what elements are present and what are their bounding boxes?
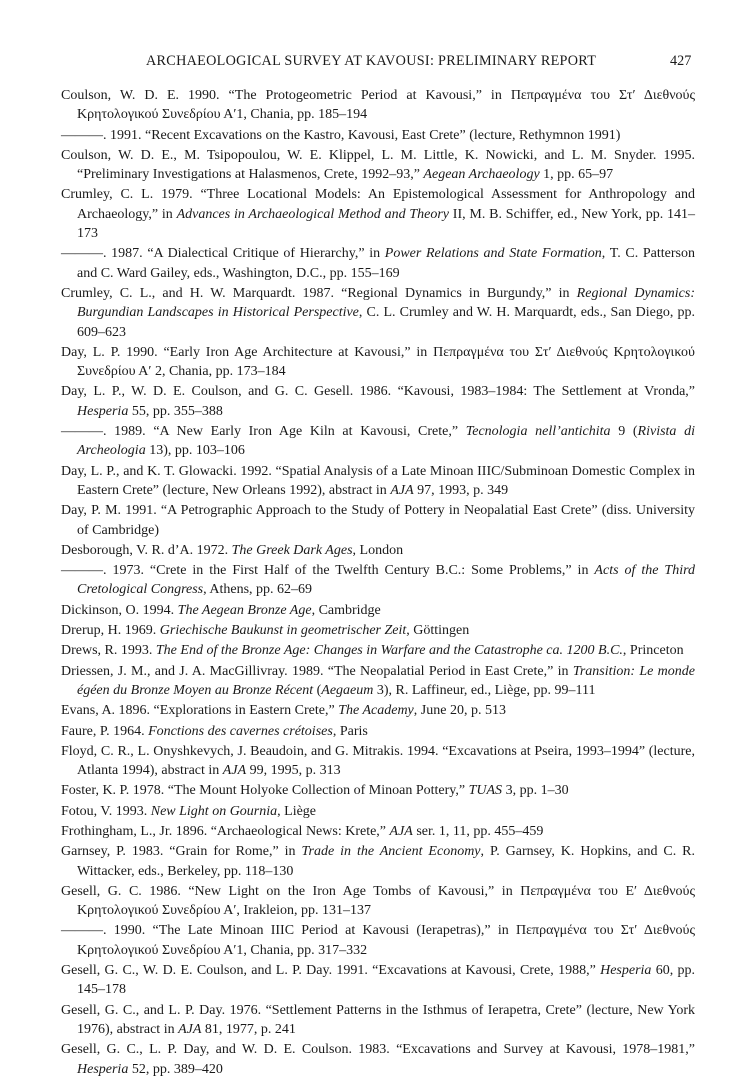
entry-title-italic: Hesperia (77, 1061, 129, 1077)
entry-text: 81, 1977, p. 241 (201, 1021, 296, 1037)
entry-title-italic: AJA (178, 1021, 202, 1037)
entry-text: Faure, P. 1964. (61, 723, 149, 739)
entry-title-italic: The Academy (338, 703, 414, 719)
entry-text: Foster, K. P. 1978. “The Mount Holyoke Collection of Minoan Pottery,” (61, 783, 469, 799)
entry-text: ( (313, 682, 322, 698)
entry-title-italic: Hesperia (77, 403, 129, 419)
entry-text: ser. 1, 11, pp. 455–459 (412, 823, 544, 839)
entry-title-italic: Regional Dynamics: Burgundian Landscapes in Historical Perspective (77, 285, 695, 321)
bibliography-entry (61, 722, 695, 741)
entry-text: ———. 1990. “The Late Minoan IIIC Period at Kavousi (Ierapetras),” in Πεπραγμένα του Στ′ Διεθνούς Κρητολογικού Συνεδρίου Α′1, Chania, pp. 317–332 (61, 923, 695, 958)
bibliography-entry (61, 802, 695, 821)
entry-text: ———. 1973. “Crete in the First Half of the Twelfth Century B.C.: Some Problems,” in (61, 563, 595, 579)
bibliography-entry (61, 961, 695, 1000)
entry-text: Day, L. P., and K. T. Glowacki. 1992. “Spatial Analysis of a Late Minoan IIIC/Subminoan Domestic Complex in Eastern Crete” (lecture, New Orleans 1992), abstract in (61, 463, 695, 498)
bibliography-entry (61, 742, 695, 781)
entry-text: Day, L. P., W. D. E. Coulson, and G. C. Gesell. 1986. “Kavousi, 1983–1984: The Settlement at Vronda,” (61, 384, 695, 400)
entry-text: Desborough, V. R. d’A. 1972. (61, 542, 232, 558)
entry-text: ———. 1991. “Recent Excavations on the Kastro, Kavousi, East Crete” (lecture, Rethymnon 1991) (61, 127, 621, 143)
bibliography-entry (61, 462, 695, 501)
entry-text: , C. L. Crumley and W. H. Marquardt, eds., San Diego, pp. 609–623 (77, 305, 695, 340)
entry-text: 3), R. Laffineur, ed., Liège, pp. 99–111 (373, 682, 596, 698)
entry-text: 3, pp. 1–30 (502, 783, 569, 799)
entry-title-italic: Hesperia (600, 963, 652, 979)
page-number: 427 (670, 53, 692, 69)
entry-text: Gesell, G. C. 1986. “New Light on the Iron Age Tombs of Kavousi,” in Πεπραγμένα του Ε′ Διεθνούς Κρητολογικού Συνεδρίου Α′, Irakleion, pp. 131–137 (61, 883, 695, 919)
entry-text: 13), pp. 103–106 (145, 443, 245, 459)
entry-title-italic: Trade in the Ancient Economy (301, 844, 481, 860)
bibliography-entry (61, 1001, 695, 1040)
entry-text: , P. Garnsey, K. Hopkins, and C. R. Wittacker, eds., Berkeley, pp. 118–130 (77, 844, 695, 879)
entry-title-italic: New Light on Gournia (150, 803, 278, 819)
entry-title-italic: Acts of the Third Cretological Congress (77, 563, 696, 598)
bibliography-entry (61, 126, 695, 145)
entry-title-italic: Griechische Baukunst in geometrischer Zeit (159, 623, 407, 639)
entry-text: Floyd, C. R., L. Onyshkevych, J. Beaudoin, and G. Mitrakis. 1994. “Excavations at Pseira, 1993–1994” (lecture, Atlanta 1994), abstract in (61, 743, 695, 779)
bibliography-entry (61, 882, 695, 921)
bibliography-entry (61, 86, 695, 125)
entry-text: Coulson, W. D. E. 1990. “The Protogeometric Period at Kavousi,” in Πεπραγμένα του Στ′ Διεθνούς Κρητολογικού Συνεδρίου Α′1, Chania, pp. 185–194 (61, 88, 695, 123)
entry-text: , Göttingen (406, 623, 470, 639)
entry-text: 9 ( (610, 424, 638, 440)
entry-text: Driessen, J. M., and J. A. MacGillivray. 1989. “The Neopalatial Period in East Crete,” in (61, 663, 573, 679)
entry-text: Gesell, G. C., L. P. Day, and W. D. E. Coulson. 1983. “Excavations and Survey at Kavousi, 1978–1981,” (61, 1042, 695, 1058)
entry-text: Drews, R. 1993. (61, 643, 156, 659)
entry-text: Frothingham, L., Jr. 1896. “Archaeological News: Krete,” (61, 823, 390, 839)
entry-text: Day, P. M. 1991. “A Petrographic Approach to the Study of Pottery in Neopalatial East Crete” (diss. University of Cambridge) (61, 503, 695, 538)
entry-title-italic: Aegean Archaeology (423, 167, 540, 183)
bibliography-entry (61, 641, 695, 660)
bibliography-entry (61, 621, 695, 640)
entry-title-italic: Rivista di Archeologia (77, 424, 695, 459)
bibliography-entry (61, 921, 695, 960)
entry-text: Coulson, W. D. E., M. Tsipopoulou, W. E. Klippel, L. M. Little, K. Nowicki, and L. M. Snyder. 1995. “Preliminary Investigations at Halasmenos, Crete, 1992–93,” (61, 147, 695, 183)
bibliography-entry (61, 561, 695, 600)
entry-text: 99, 1995, p. 313 (246, 763, 341, 779)
entry-text: Fotou, V. 1993. (61, 803, 151, 819)
bibliography-entry (61, 146, 695, 185)
entry-text: , Princeton (622, 643, 684, 659)
entry-text: , T. C. Patterson and C. Ward Gailey, eds., Washington, D.C., pp. 155–169 (77, 246, 695, 281)
entry-title-italic: The End of the Bronze Age: Changes in Warfare and the Catastrophe ca. 1200 B.C. (155, 643, 623, 659)
entry-title-italic: Fonctions des cavernes crétoises (148, 723, 333, 739)
entry-text: , Cambridge (311, 602, 381, 618)
entry-text: 97, 1993, p. 349 (413, 482, 509, 498)
entry-title-italic: AJA (389, 823, 413, 839)
entry-text: 52, pp. 389–420 (128, 1061, 223, 1077)
entry-text: , June 20, p. 513 (413, 703, 506, 719)
entry-title-italic: AJA (390, 482, 414, 498)
entry-text: II, M. B. Schiffer, ed., New York, pp. 141–173 (77, 206, 695, 242)
entry-title-italic: AJA (222, 763, 247, 779)
bibliography-entry (61, 422, 695, 461)
bibliography-entry (61, 284, 695, 342)
running-title: ARCHAEOLOGICAL SURVEY AT KAVOUSI: PRELIMINARY REPORT (146, 53, 597, 69)
entry-text: Gesell, G. C., W. D. E. Coulson, and L. P. Day. 1991. “Excavations at Kavousi, Crete, 1988,” (61, 963, 601, 979)
bibliography-entry (61, 822, 695, 841)
bibliography-list (61, 86, 695, 1080)
bibliography-entry (61, 343, 695, 382)
entry-text: Gesell, G. C., and L. P. Day. 1976. “Settlement Patterns in the Isthmus of Ierapetra, Crete” (lecture, New York 1976), abstract in (61, 1002, 695, 1037)
bibliography-entry (61, 382, 695, 421)
entry-text: , Paris (332, 723, 368, 739)
entry-title-italic: The Aegean Bronze Age (177, 602, 312, 618)
entry-text: 1, pp. 65–97 (539, 167, 614, 183)
entry-text: Drerup, H. 1969. (61, 623, 160, 639)
entry-text: , London (352, 542, 404, 558)
bibliography-entry (61, 601, 695, 620)
entry-text: Crumley, C. L. 1979. “Three Locational Models: An Epistemological Assessment for Anthropology and Archaeology,” in (61, 187, 695, 222)
bibliography-entry (61, 781, 695, 800)
bibliography-entry (61, 1040, 695, 1079)
running-header (0, 53, 755, 73)
entry-title-italic: The Greek Dark Ages (231, 542, 353, 558)
entry-text: ———. 1989. “A New Early Iron Age Kiln at Kavousi, Crete,” (61, 424, 466, 440)
entry-title-italic: Transition: Le monde égéen du Bronze Moyen au Bronze Récent (77, 663, 695, 698)
bibliography-entry (61, 842, 695, 881)
bibliography-entry (61, 244, 695, 283)
entry-text: , Liège (277, 803, 317, 819)
bibliography-entry (61, 662, 695, 701)
entry-text: Dickinson, O. 1994. (61, 602, 178, 618)
entry-title-italic: Aegaeum (321, 682, 374, 698)
entry-title-italic: Tecnologia nell’antichita (465, 424, 611, 440)
entry-text: , Athens, pp. 62–69 (203, 582, 313, 598)
bibliography-entry (61, 185, 695, 243)
entry-title-italic: TUAS (468, 783, 503, 799)
entry-text: ———. 1987. “A Dialectical Critique of Hierarchy,” in (61, 246, 385, 262)
entry-text: 60, pp. 145–178 (77, 963, 696, 998)
entry-text: Evans, A. 1896. “Explorations in Eastern Crete,” (61, 703, 339, 719)
entry-text: Crumley, C. L., and H. W. Marquardt. 1987. “Regional Dynamics in Burgundy,” in (61, 285, 577, 301)
entry-text: Day, L. P. 1990. “Early Iron Age Architecture at Kavousi,” in Πεπραγμένα του Στ′ Διεθνούς Κρητολογικού Συνεδρίου Α′ 2, Chania, pp. 173–184 (61, 344, 695, 380)
entry-title-italic: Power Relations and State Formation (384, 246, 602, 262)
bibliography-entry (61, 501, 695, 540)
entry-text: 55, pp. 355–388 (128, 403, 223, 419)
entry-title-italic: Advances in Archaeological Method and Theory (176, 206, 450, 222)
bibliography-entry (61, 701, 695, 720)
bibliography-entry (61, 541, 695, 560)
entry-text: Garnsey, P. 1983. “Grain for Rome,” in (61, 844, 302, 860)
